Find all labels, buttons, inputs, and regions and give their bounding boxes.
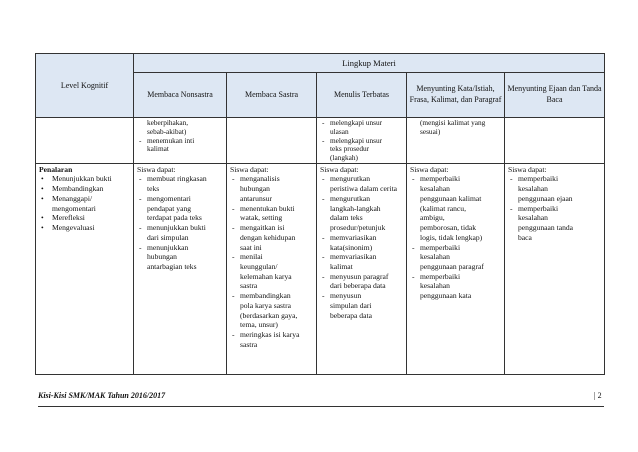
cell-line: penggunaan paragraf: [420, 261, 484, 271]
cell-line-text: melengkapi unsur: [330, 118, 383, 127]
cell-line-list: [407, 118, 504, 137]
cell-line-list: [407, 164, 504, 301]
cell-line: teks: [147, 184, 160, 194]
cell-line: [230, 174, 314, 184]
cell-line: (kalimat rancu,: [420, 203, 466, 213]
dash-marker: -: [322, 252, 325, 262]
cell-line: [137, 174, 224, 184]
dash-marker: -: [322, 118, 325, 127]
penalaran-title: Penalaran: [39, 164, 73, 174]
dash-marker: -: [232, 203, 235, 213]
cell-line-list: [227, 118, 316, 119]
cell-line-text: memperbaiki: [518, 203, 559, 213]
cell-line-text: memvariasikan: [330, 232, 377, 242]
penalaran-cell-menulis: [317, 163, 407, 374]
cell-line: dari simpulan: [147, 232, 189, 242]
cell-line-text: memperbaiki: [420, 271, 461, 281]
level-kognitif-header: Level Kognitif: [36, 54, 134, 118]
cell-line: kelemahan karya: [240, 271, 292, 281]
cell-line: [230, 252, 314, 262]
continuation-row: [36, 118, 605, 164]
cell-line: kesalahan: [518, 213, 548, 223]
cell-line-text: menilai: [240, 252, 263, 262]
column-header-membaca-sastra: Membaca Sastra: [227, 73, 317, 118]
cell-line: Siswa dapat:: [508, 164, 547, 174]
level-item: • Mengevaluasi: [39, 223, 131, 233]
continuation-level-cell: [36, 118, 134, 164]
cell-line: [320, 233, 404, 243]
cell-line: antarbagian teks: [147, 261, 197, 271]
cell-line: antarunsur: [240, 193, 273, 203]
cell-line: terdapat pada teks: [147, 213, 202, 223]
continuation-cell-menyunting-kata: [407, 118, 505, 164]
cell-line: hubungan: [147, 252, 177, 262]
cell-line: pola karya sastra: [240, 300, 292, 310]
cell-line-text: mengurutkan: [330, 193, 371, 203]
dash-marker: -: [510, 174, 513, 184]
cell-line: ulasan: [330, 126, 349, 136]
cell-line-list: [505, 118, 604, 119]
cell-line: [137, 194, 224, 204]
lingkup-materi-header: Lingkup Materi: [134, 54, 605, 73]
cell-line: Siswa dapat:: [230, 164, 269, 174]
cell-line: kalimat: [147, 144, 169, 154]
dash-marker: -: [322, 193, 325, 203]
cell-line-text: membandingkan: [240, 291, 291, 301]
dash-marker: -: [232, 252, 235, 262]
cell-line: [320, 291, 404, 301]
continuation-cell-menyunting-ejaan: [505, 118, 605, 164]
level-list: [36, 174, 133, 232]
cell-line: [137, 223, 224, 233]
cell-line: sastra: [240, 281, 258, 291]
continuation-cell-menulis: [317, 118, 407, 164]
dash-marker: -: [322, 271, 325, 281]
cell-line-text: memperbaiki: [518, 174, 559, 184]
cell-line: tema, unsur): [240, 320, 278, 330]
cell-line: beberapa data: [330, 310, 372, 320]
cell-line: [230, 223, 314, 233]
penalaran-cell-nonsastra: [134, 163, 227, 374]
dash-marker: -: [139, 135, 142, 145]
cell-line: [410, 243, 502, 253]
cell-line-text: menganalisis: [240, 174, 280, 184]
level-item: • Membandingkan: [39, 184, 131, 194]
dash-marker: -: [322, 174, 325, 184]
cell-line: kata(sinonim): [330, 242, 373, 252]
dash-marker: -: [322, 232, 325, 242]
column-header-menyunting-ejaan: Menyunting Ejaan dan Tanda Baca: [505, 73, 605, 118]
cell-line: penggunaan ejaan: [518, 193, 573, 203]
continuation-cell-nonsastra: [134, 118, 227, 164]
level-item: • Menanggapi/ mengomentari: [39, 194, 131, 213]
cell-line: (mengisi kalimat yang: [420, 118, 486, 127]
kisi-kisi-table: [35, 53, 605, 375]
cell-line: kalimat: [330, 261, 353, 271]
dash-marker: -: [232, 291, 235, 301]
cell-line: simpulan dari: [330, 300, 372, 310]
cell-line-text: meringkas isi karya: [240, 329, 300, 339]
dash-marker: -: [412, 174, 415, 184]
cell-line: [137, 243, 224, 253]
cell-line-text: membuat ringkasan: [147, 174, 207, 184]
cell-line: prosedur/petunjuk: [330, 223, 386, 233]
cell-line: [410, 174, 502, 184]
level-item: • Merefleksi: [39, 213, 131, 223]
cell-line-text: mengomentari: [147, 193, 191, 203]
cell-line-list: [317, 164, 406, 321]
cell-line: sastra: [240, 339, 258, 349]
continuation-cell-sastra: [227, 118, 317, 164]
cell-line-text: memperbaiki: [420, 174, 461, 184]
cell-line: [320, 174, 404, 184]
cell-line: teks prosedur: [330, 144, 370, 154]
cell-line: sesuai): [420, 126, 441, 136]
cell-line: saat ini: [240, 242, 262, 252]
cell-line-text: memperbaiki: [420, 242, 461, 252]
footer-divider: [38, 406, 604, 407]
cell-line: [320, 194, 404, 204]
cell-line-text: mengurutkan: [330, 174, 371, 184]
cell-line: hubungan: [240, 184, 270, 194]
cell-line: logis, tidak lengkap): [420, 232, 483, 242]
cell-line: penggunaan kalimat: [420, 193, 482, 203]
dash-marker: -: [139, 223, 142, 233]
penalaran-level-cell: [36, 163, 134, 374]
dash-marker: -: [232, 329, 235, 339]
footer-page-number: | 2: [594, 391, 602, 400]
cell-line-text: menentukan bukti: [240, 203, 295, 213]
dash-marker: -: [322, 291, 325, 301]
column-header-menyunting-kata: Menyunting Kata/Istiah, Frasa, Kalimat, dan Paragraf: [407, 73, 505, 118]
dash-marker: -: [139, 242, 142, 252]
cell-line: kesalahan: [420, 281, 450, 291]
cell-line-list: [317, 118, 406, 163]
cell-line-text: mengaitkan isi: [240, 223, 285, 233]
dash-marker: -: [510, 203, 513, 213]
cell-line-list: [505, 164, 604, 243]
cell-line: kesalahan: [420, 184, 450, 194]
cell-line: [410, 272, 502, 282]
column-header-menulis-terbatas: Menulis Terbatas: [317, 73, 407, 118]
cell-line: kesalahan: [420, 252, 450, 262]
cell-line: pendapat yang: [147, 203, 192, 213]
cell-line: langkah-langkah: [330, 203, 381, 213]
cell-line: watak, setting: [240, 213, 283, 223]
cell-line: Siswa dapat:: [410, 164, 449, 174]
cell-line-list: [134, 164, 226, 272]
cell-line-text: memvariasikan: [330, 252, 377, 262]
penalaran-cell-menyunting-kata: [407, 163, 505, 374]
cell-line-text: menyusun paragraf: [330, 271, 389, 281]
cell-line: dengan kehidupan: [240, 232, 296, 242]
cell-line-text: menyusun: [330, 291, 362, 301]
column-header-membaca-nonsastra: Membaca Nonsastra: [134, 73, 227, 118]
cell-line: Siswa dapat:: [320, 164, 359, 174]
cell-line-text: menemukan inti: [147, 135, 195, 145]
cell-line: [320, 252, 404, 262]
cell-line: dalam teks: [330, 213, 363, 223]
footer-document-title: Kisi-Kisi SMK/MAK Tahun 2016/2017: [38, 391, 166, 400]
dash-marker: -: [412, 271, 415, 281]
penalaran-cell-menyunting-ejaan: [505, 163, 605, 374]
cell-line: keunggulan/: [240, 261, 278, 271]
penalaran-cell-sastra: [227, 163, 317, 374]
cell-line: sebab-akibat): [147, 126, 187, 136]
cell-line: [320, 272, 404, 282]
cell-line: pemborosan, tidak: [420, 223, 477, 233]
cell-line: keberpihakan,: [147, 118, 189, 127]
cell-line: Siswa dapat:: [137, 164, 176, 174]
cell-line: [508, 204, 602, 214]
cell-line: (berdasarkan gaya,: [240, 310, 298, 320]
dash-marker: -: [322, 135, 325, 145]
penalaran-row: [36, 163, 605, 374]
cell-line-text: menunjukkan bukti: [147, 223, 206, 233]
cell-line: [508, 174, 602, 184]
cell-line-text: menunjukkan: [147, 242, 189, 252]
dash-marker: -: [139, 193, 142, 203]
cell-line: (langkah): [330, 153, 358, 162]
cell-line: [230, 291, 314, 301]
cell-line: penggunaan kata: [420, 291, 472, 301]
dash-marker: -: [139, 174, 142, 184]
cell-line: [230, 330, 314, 340]
cell-line: [230, 204, 314, 214]
cell-line: ambigu,: [420, 213, 445, 223]
cell-line: peristiwa dalam cerita: [330, 184, 398, 194]
dash-marker: -: [232, 223, 235, 233]
cell-line: baca: [518, 232, 532, 242]
cell-line-text: melengkapi unsur: [330, 135, 383, 145]
cell-line-list: [227, 164, 316, 350]
level-item: • Menunjukkan bukti: [39, 174, 131, 184]
dash-marker: -: [232, 174, 235, 184]
cell-line-list: [134, 118, 226, 154]
cell-line: penggunaan tanda: [518, 223, 574, 233]
cell-line: kesalahan: [518, 184, 548, 194]
dash-marker: -: [412, 242, 415, 252]
cell-line: dari beberapa data: [330, 281, 386, 291]
